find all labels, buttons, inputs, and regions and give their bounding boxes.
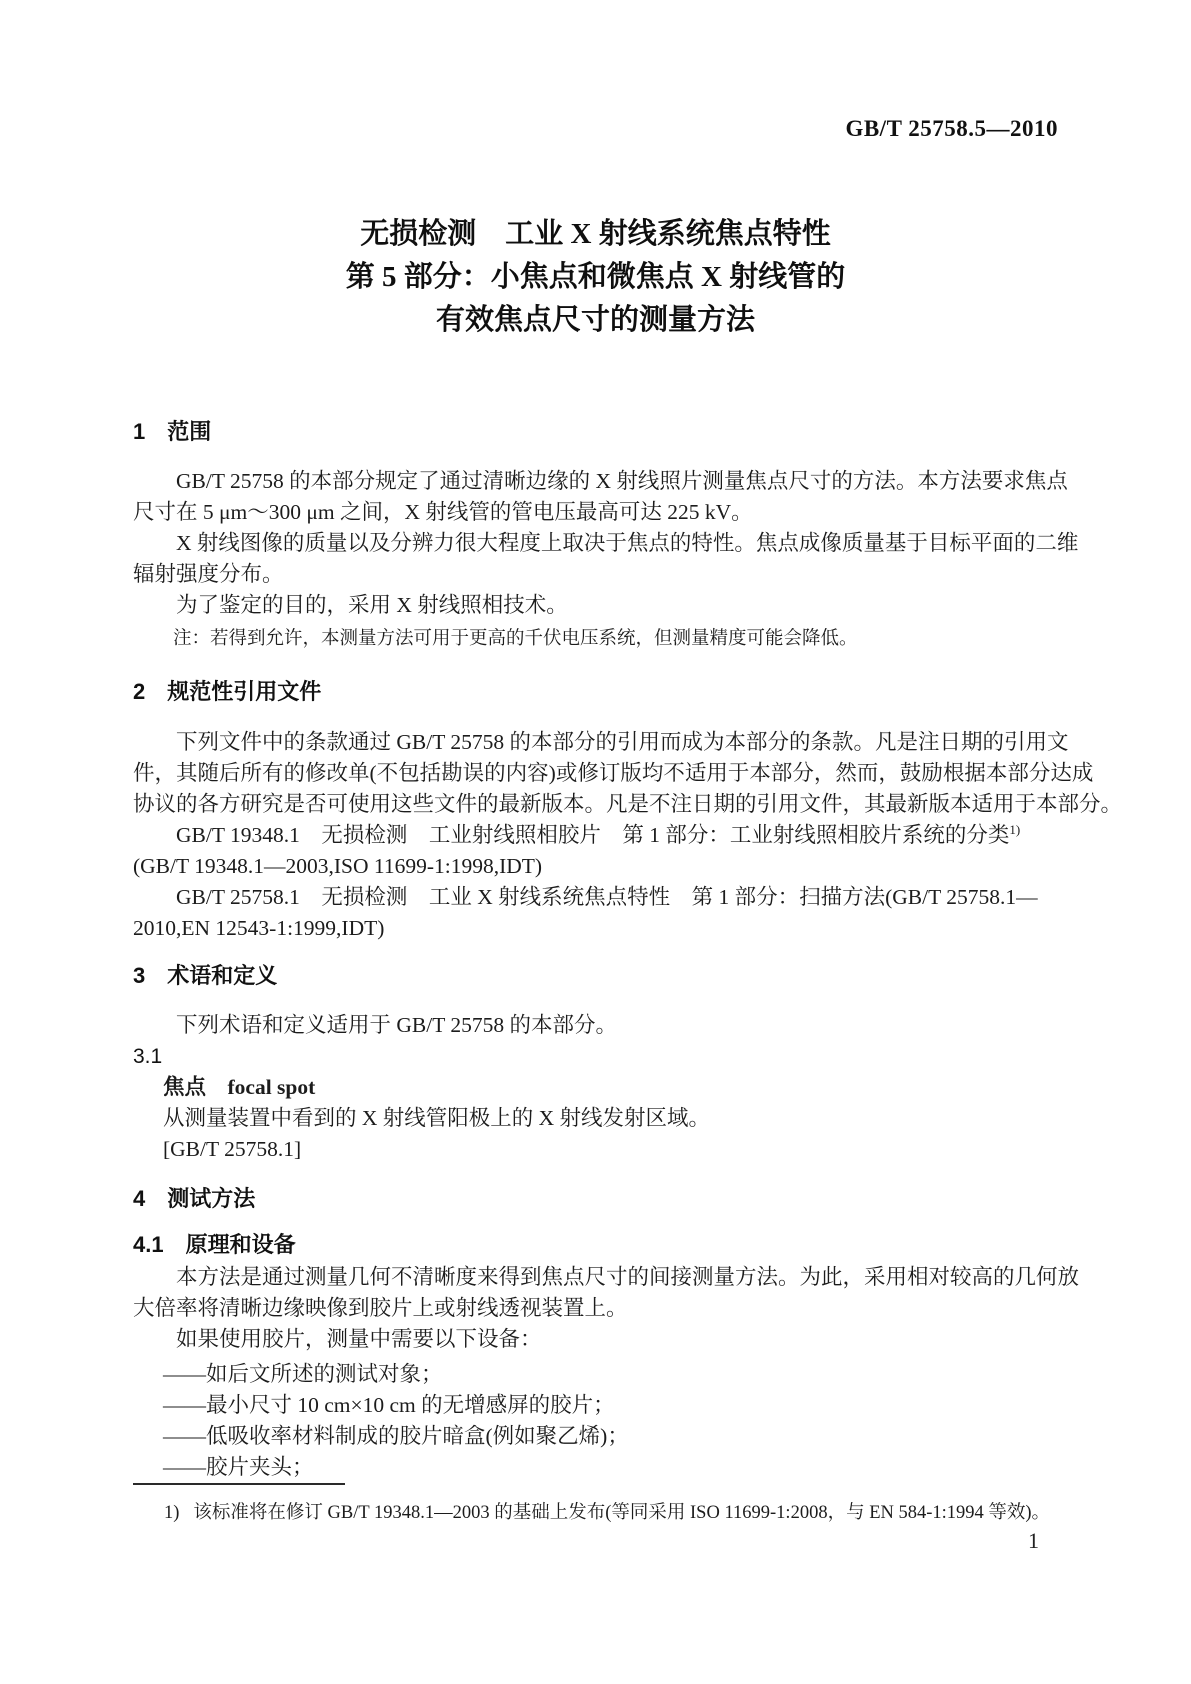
standard-number: GB/T 25758.5—2010	[845, 116, 1058, 141]
term-source: [GB/T 25758.1]	[163, 1137, 302, 1161]
body-line: 件，其随后所有的修改单(不包括勘误的内容)或修订版均不适用于本部分，然而，鼓励根据本部分达成	[133, 761, 1094, 785]
body-line: 如果使用胶片，测量中需要以下设备：	[176, 1327, 542, 1351]
bullet-line: ——低吸收率材料制成的胶片暗盒(例如聚乙烯)；	[163, 1424, 629, 1448]
body-line: 辐射强度分布。	[133, 562, 284, 586]
document-title-line-2: 第 5 部分：小焦点和微焦点 X 射线管的	[345, 261, 846, 293]
reference-line: (GB/T 19348.1—2003,ISO 11699-1:1998,IDT)	[133, 854, 543, 878]
document-title-line-3: 有效焦点尺寸的测量方法	[435, 304, 755, 336]
footnote-divider	[133, 1483, 345, 1485]
footnote-marker: 1)	[164, 1503, 180, 1523]
body-line: 大倍率将清晰边缘映像到胶片上或射线透视装置上。	[133, 1296, 628, 1320]
body-line: 本方法是通过测量几何不清晰度来得到焦点尺寸的间接测量方法。为此，采用相对较高的几何放	[176, 1265, 1080, 1289]
bullet-line: ——最小尺寸 10 cm×10 cm 的无增感屏的胶片；	[163, 1393, 615, 1417]
section-heading-terms-definitions: 3 术语和定义	[133, 963, 278, 988]
bullet-line: ——如后文所述的测试对象；	[163, 1362, 443, 1386]
footnote	[164, 1500, 1064, 1526]
body-line: 为了鉴定的目的，采用 X 射线照相技术。	[176, 593, 568, 617]
section-heading-test-method: 4 测试方法	[133, 1186, 256, 1211]
clause-number: 3.1	[133, 1045, 163, 1068]
reference-line	[133, 820, 1058, 851]
note-line: 注：若得到允许，本测量方法可用于更高的千伏电压系统，但测量精度可能会降低。	[173, 629, 858, 649]
body-line: X 射线图像的质量以及分辨力很大程度上取决于焦点的特性。焦点成像质量基于目标平面的二维	[176, 531, 1079, 555]
body-line: GB/T 25758 的本部分规定了通过清晰边缘的 X 射线照片测量焦点尺寸的方法。本方法要求焦点	[176, 469, 1068, 493]
body-line: 下列文件中的条款通过 GB/T 25758 的本部分的引用而成为本部分的条款。凡是注日期的引用文	[176, 730, 1069, 754]
section-heading-normative-references: 2 规范性引用文件	[133, 679, 322, 704]
body-line: 尺寸在 5 μm～300 μm 之间，X 射线管的管电压最高可达 225 kV。	[133, 500, 753, 524]
subsection-heading-principle-equipment: 4.1 原理和设备	[133, 1232, 296, 1257]
document-body	[133, 408, 1123, 1483]
section-heading-scope: 1 范围	[133, 419, 212, 444]
page-number: 1	[1028, 1528, 1039, 1553]
term-definition: 从测量装置中看到的 X 射线管阳极上的 X 射线发射区域。	[163, 1106, 711, 1130]
body-line: 下列术语和定义适用于 GB/T 25758 的本部分。	[176, 1013, 617, 1037]
footnote-text: 该标准将在修订 GB/T 19348.1—2003 的基础上发布(等同采用 ISO 11699-1:2008，与 EN 584-1:1994 等效)。	[193, 1503, 1051, 1523]
document-title	[133, 213, 1058, 342]
reference-line: 2010,EN 12543-1:1999,IDT)	[133, 916, 385, 940]
document-title-line-1: 无损检测 工业 X 射线系统焦点特性	[360, 218, 831, 250]
term-entry: 焦点 focal spot	[163, 1075, 316, 1099]
reference-line: GB/T 25758.1 无损检测 工业 X 射线系统焦点特性 第 1 部分：扫描方法(GB/T 25758.1—	[176, 885, 1038, 909]
bullet-line: ——胶片夹头；	[163, 1455, 314, 1479]
reference-text: GB/T 19348.1 无损检测 工业射线照相胶片 第 1 部分：工业射线照相胶片系统的分类	[176, 823, 1010, 847]
body-line: 协议的各方研究是否可使用这些文件的最新版本。凡是不注日期的引用文件，其最新版本适用于本部分。	[133, 792, 1123, 816]
footnote-reference-mark: 1)	[1009, 821, 1021, 837]
